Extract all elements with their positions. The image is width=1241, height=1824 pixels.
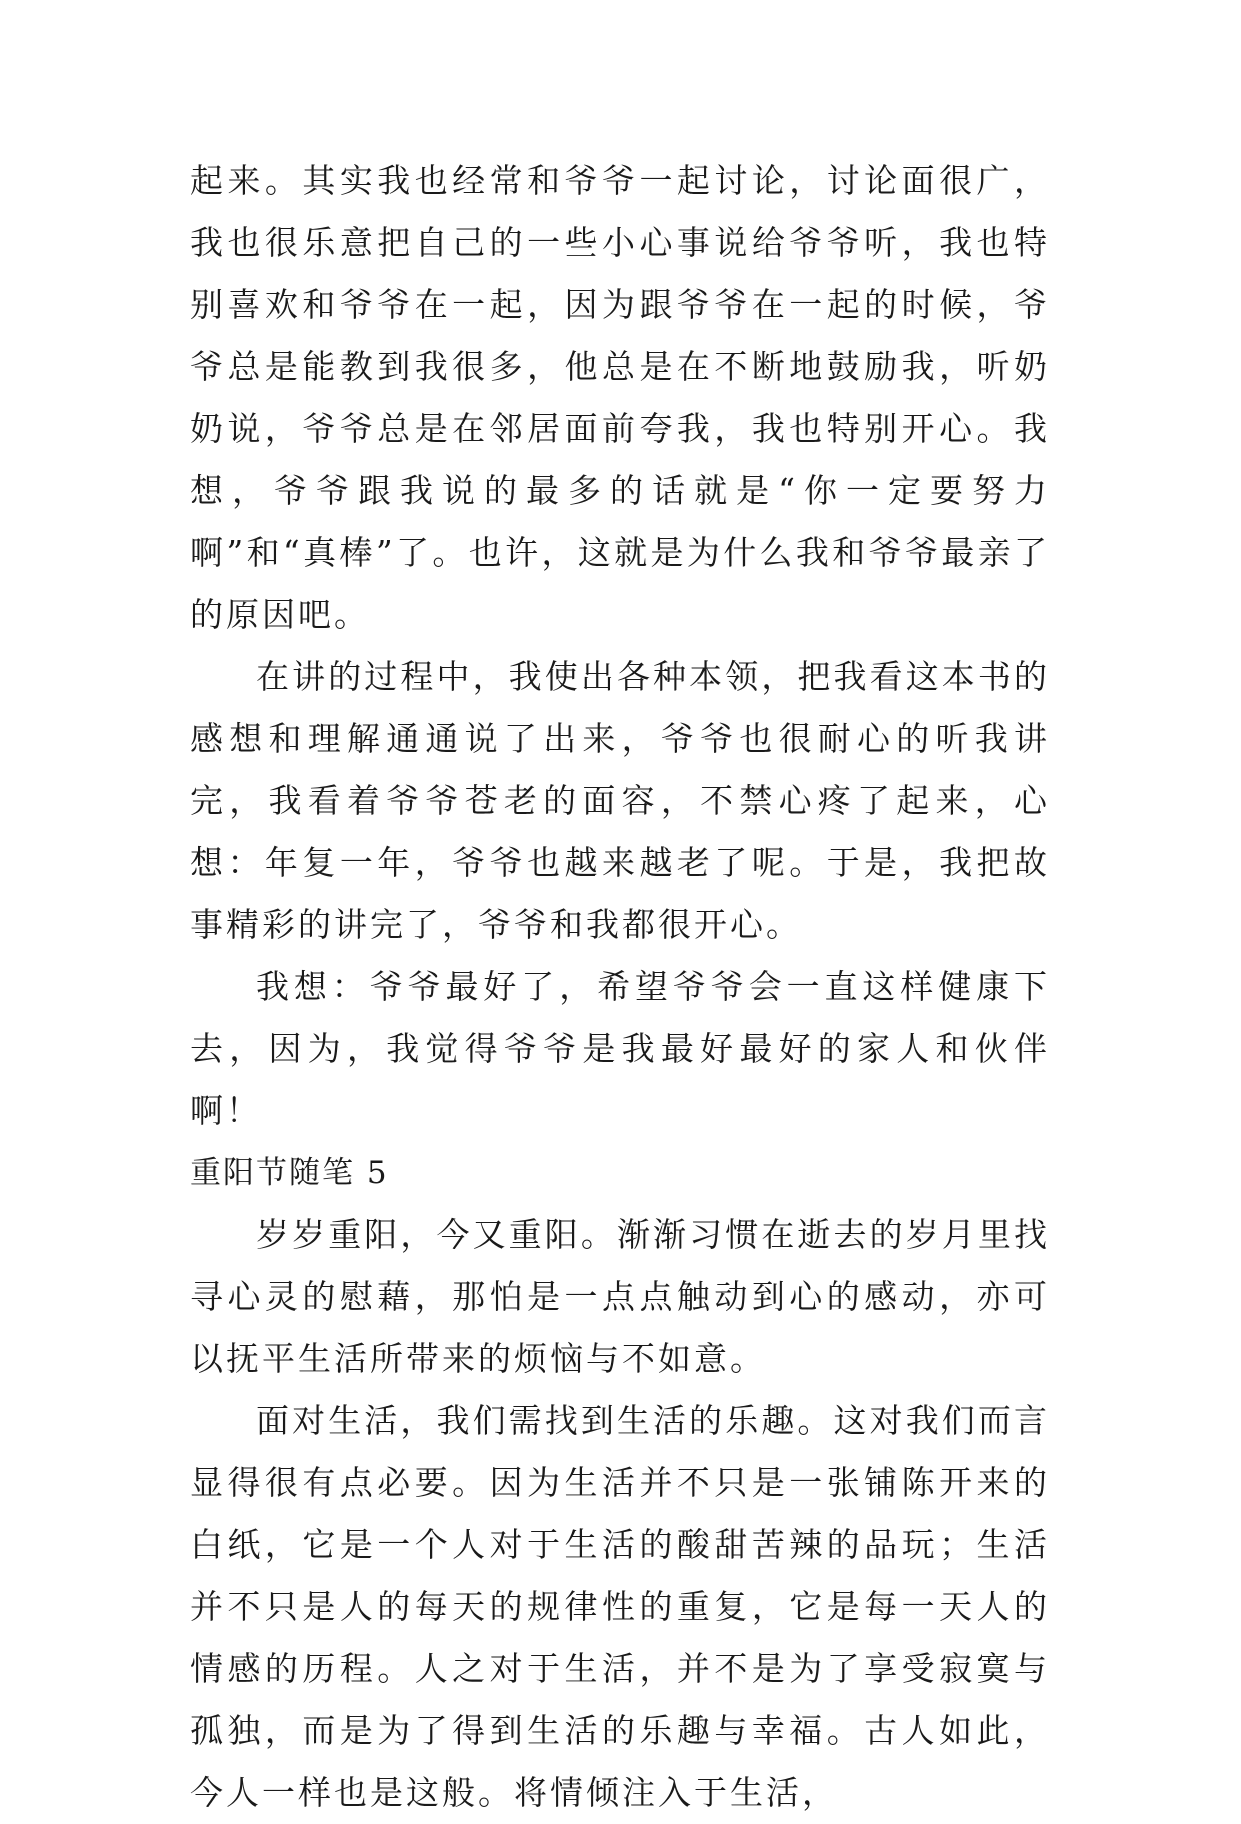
paragraph-2: 在讲的过程中，我使出各种本领，把我看这本书的感想和理解通通说了出来，爷爷也很耐心的听我讲完，我看着爷爷苍老的面容，不禁心疼了起来，心想：年复一年，爷爷也越来越老了呢。于是，我把故事精彩的讲完了，爷爷和我都很开心。	[190, 657, 1050, 944]
paragraph-5: 面对生活，我们需找到生活的乐趣。这对我们而言显得很有点必要。因为生活并不只是一张铺陈开来的白纸，它是一个人对于生活的酸甜苦辣的品玩；生活并不只是人的每天的规律性的重复，它是每一天人的情感的历程。人之对于生活，并不是为了享受寂寞与孤独，而是为了得到生活的乐趣与幸福。古人如此，今人一样也是这般。将情倾注入于生活，	[190, 1401, 1050, 1812]
paragraph-4: 岁岁重阳，今又重阳。渐渐习惯在逝去的岁月里找寻心灵的慰藉，那怕是一点点触动到心的感动，亦可以抚平生活所带来的烦恼与不如意。	[190, 1215, 1050, 1378]
paragraph-3: 我想：爷爷最好了，希望爷爷会一直这样健康下去，因为，我觉得爷爷是我最好最好的家人和伙伴啊！	[190, 967, 1050, 1130]
section-title: 重阳节随笔 5	[190, 1155, 389, 1191]
paragraph-1: 起来。其实我也经常和爷爷一起讨论，讨论面很广，我也很乐意把自己的一些小心事说给爷爷听，我也特别喜欢和爷爷在一起，因为跟爷爷在一起的时候，爷爷总是能教到我很多，他总是在不断地鼓励我，听奶奶说，爷爷总是在邻居面前夸我，我也特别开心。我想，爷爷跟我说的最多的话就是“你一定要努力啊”和“真棒”了。也许，这就是为什么我和爷爷最亲了的原因吧。	[190, 161, 1050, 634]
document-body	[190, 150, 1050, 1824]
